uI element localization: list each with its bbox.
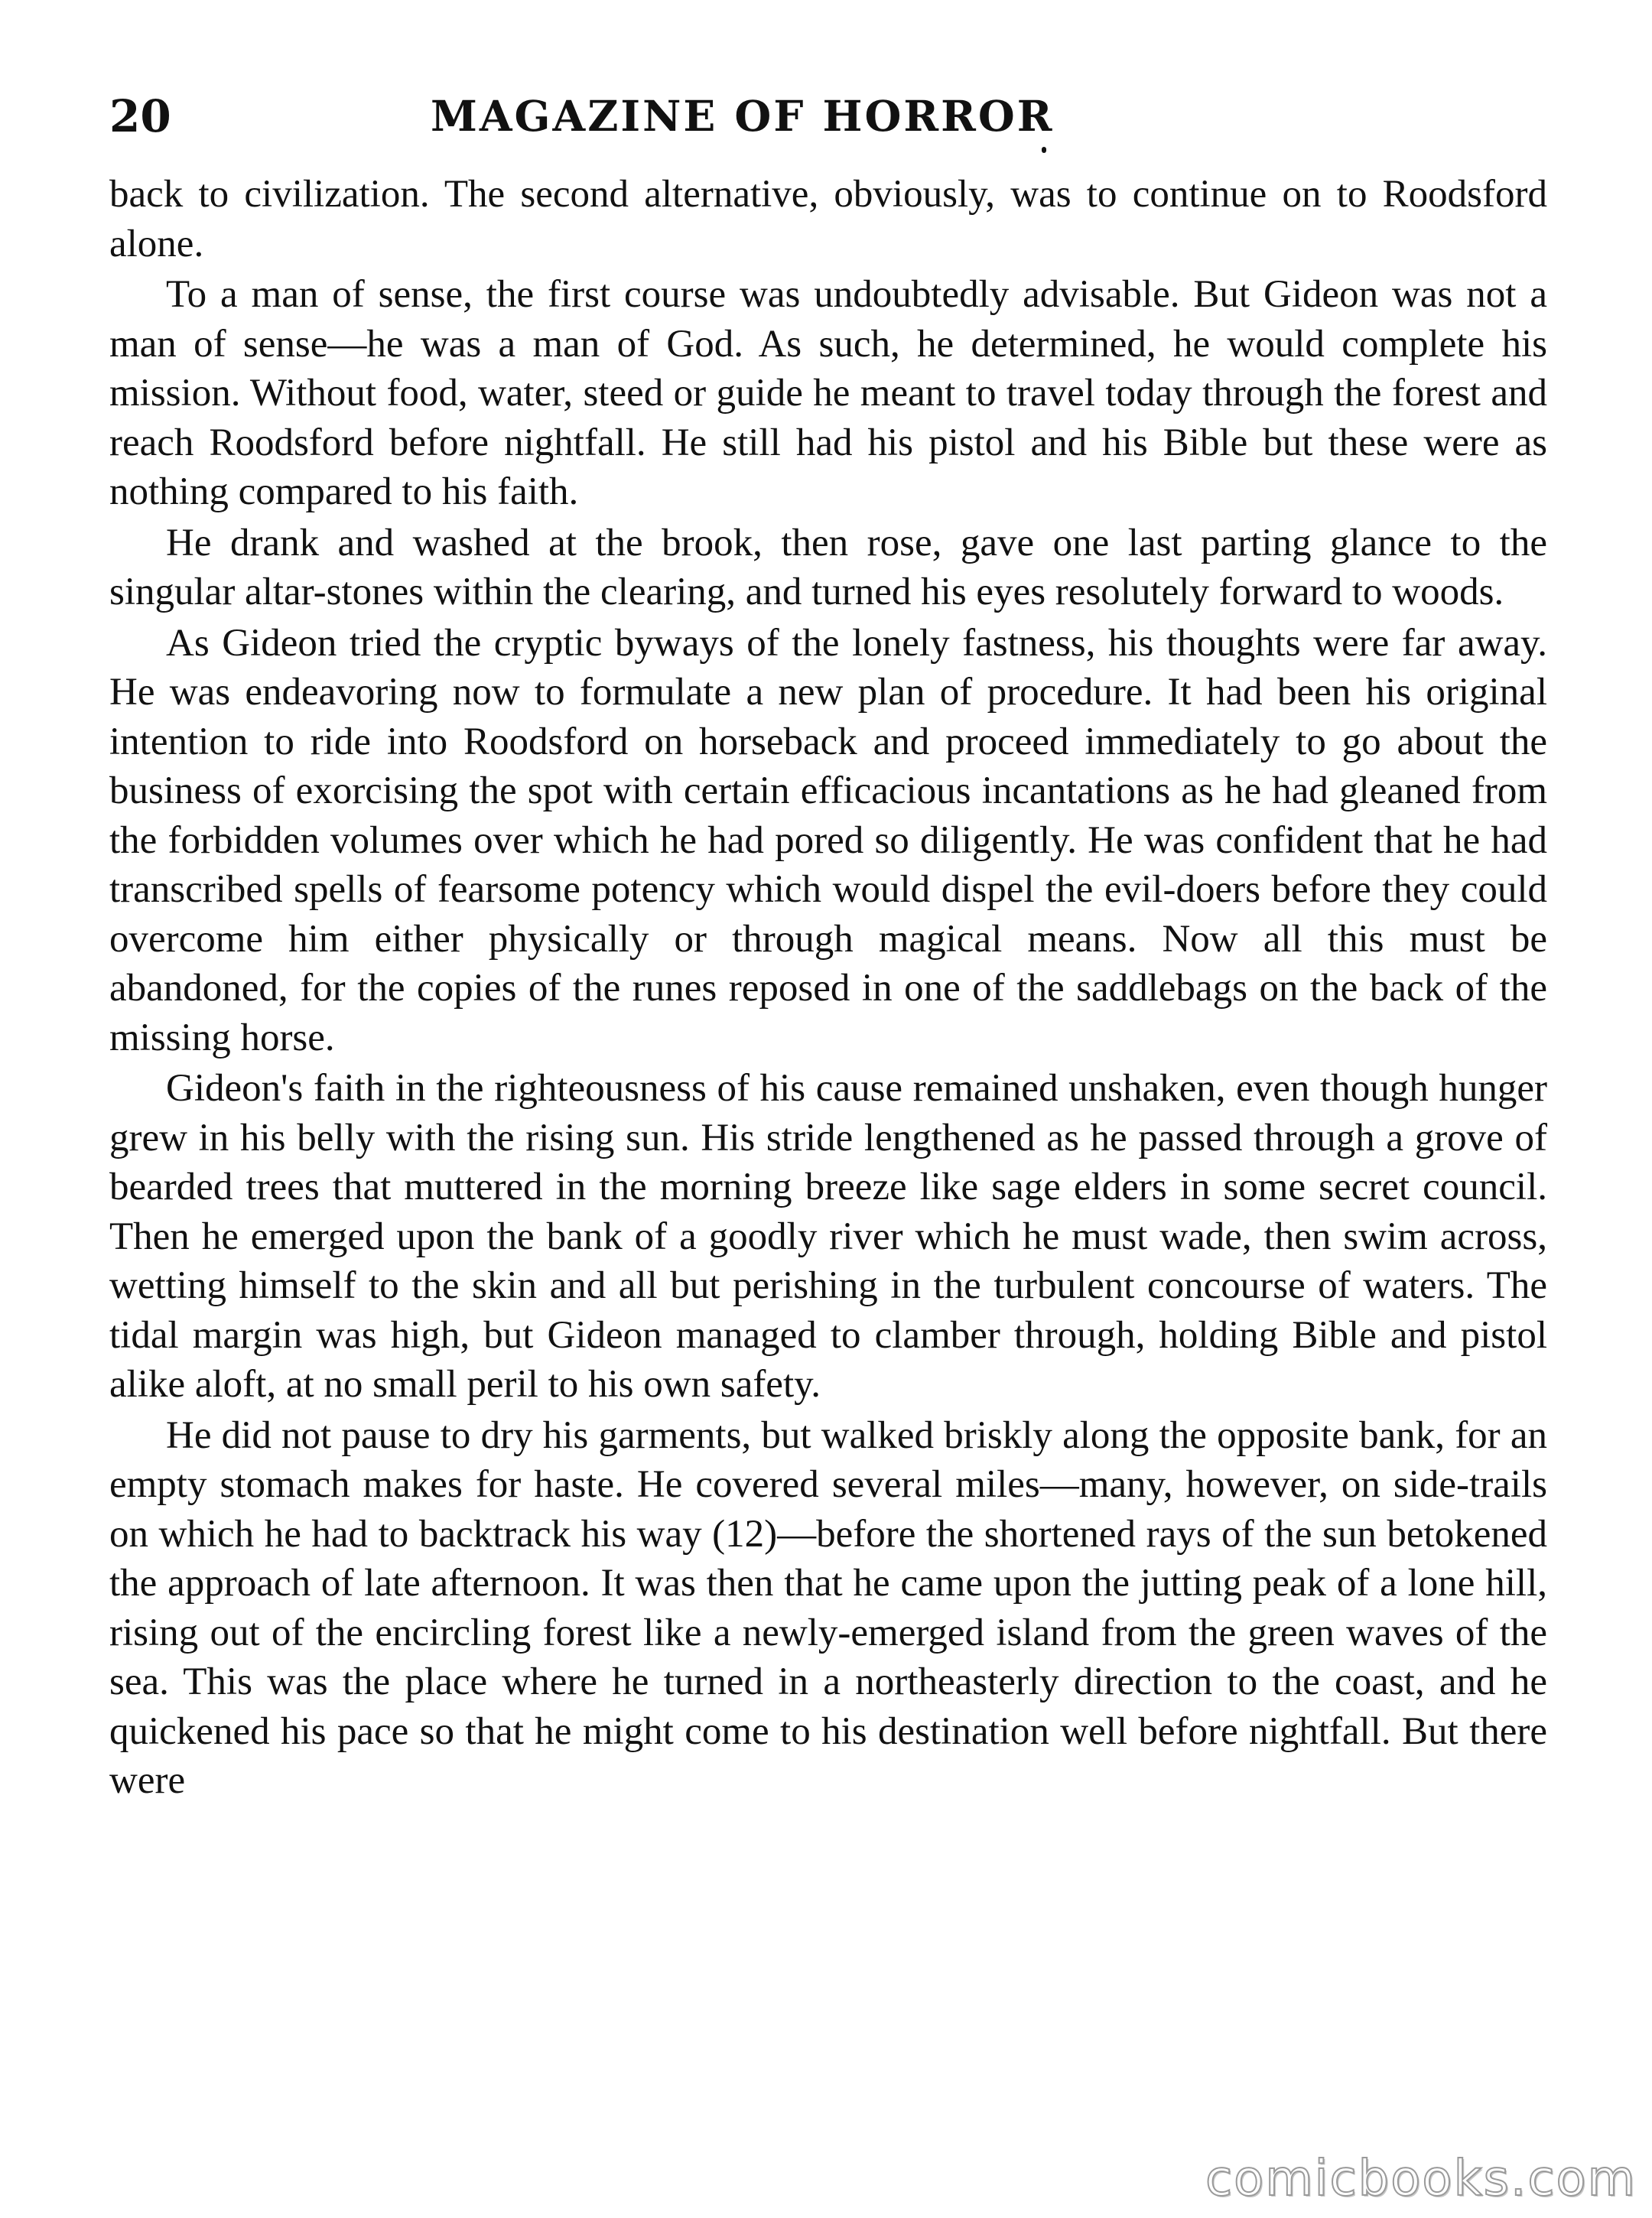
paragraph: He did not pause to dry his garments, but walked briskly along the opposite bank, for an empty stomach makes for haste. He covered several miles—many, however, on side-trails on which he had to backtrack his way (12)—before the shortened rays of the sun betokened the approach of late afternoon. It was then that he came upon the jutting peak of a lone hill, rising out of the encircling forest like a newly-emerged island from the green waves of the sea. This was the place where he turned in a northeasterly direction to the coast, and he quickened his pace so that he might come to his destination well before nightfall. But there were [109,1413,1547,1802]
paragraph: As Gideon tried the cryptic byways of the lonely fastness, his thoughts were far away. He was endeavoring now to formulate a new plan of procedure. It had been his original intention to ride into Roodsford on horseback and proceed immediately to go about the business of exorcising the spot with certain efficacious incantations as he had gleaned from the forbidden volumes over which he had pored so diligently. He was confident that he had transcribed spells of fearsome potency which would dispel the evil-doers before they could overcome him either physically or through magical means. Now all this must be abandoned, for the copies of the runes reposed in one of the saddlebags on the back of the missing horse. [109,621,1547,1059]
print-speck [1042,147,1046,153]
paragraph: Gideon's faith in the righteousness of his cause remained unshaken, even though hunger grew in his belly with the rising sun. His stride lengthened as he passed through a grove of bearded trees that muttered in the morning breeze like sage elders in some secret council. Then he emerged upon the bank of a goodly river which he must wade, then swim across, wetting himself to the skin and all but perishing in the turbulent concourse of waters. The tidal margin was high, but Gideon managed to clamber through, holding Bible and pistol alike aloft, at no small peril to his own safety. [109,1067,1547,1406]
page-number: 20 [109,90,171,142]
article-body [109,170,1547,1806]
paragraph-continuation: back to civilization. The second alternative, obviously, was to continue on to Roodsford alone. [109,173,1547,265]
paragraph: To a man of sense, the first course was undoubtedly advisable. But Gideon was not a man of sense—he was a man of God. As such, he determined, he would complete his mission. Without food, water, steed or guide he meant to travel today through the forest and reach Roodsford before nightfall. He still had his pistol and his Bible but these were as nothing compared to his faith. [109,273,1547,513]
site-watermark: comicbooks.com [1205,2151,1637,2207]
page-header [109,86,1547,147]
running-title: MAGAZINE OF HORROR [431,91,1055,141]
paragraph: He drank and washed at the brook, then rose, gave one last parting glance to the singular altar-stones within the clearing, and turned his eyes resolutely forward to woods. [109,521,1547,613]
